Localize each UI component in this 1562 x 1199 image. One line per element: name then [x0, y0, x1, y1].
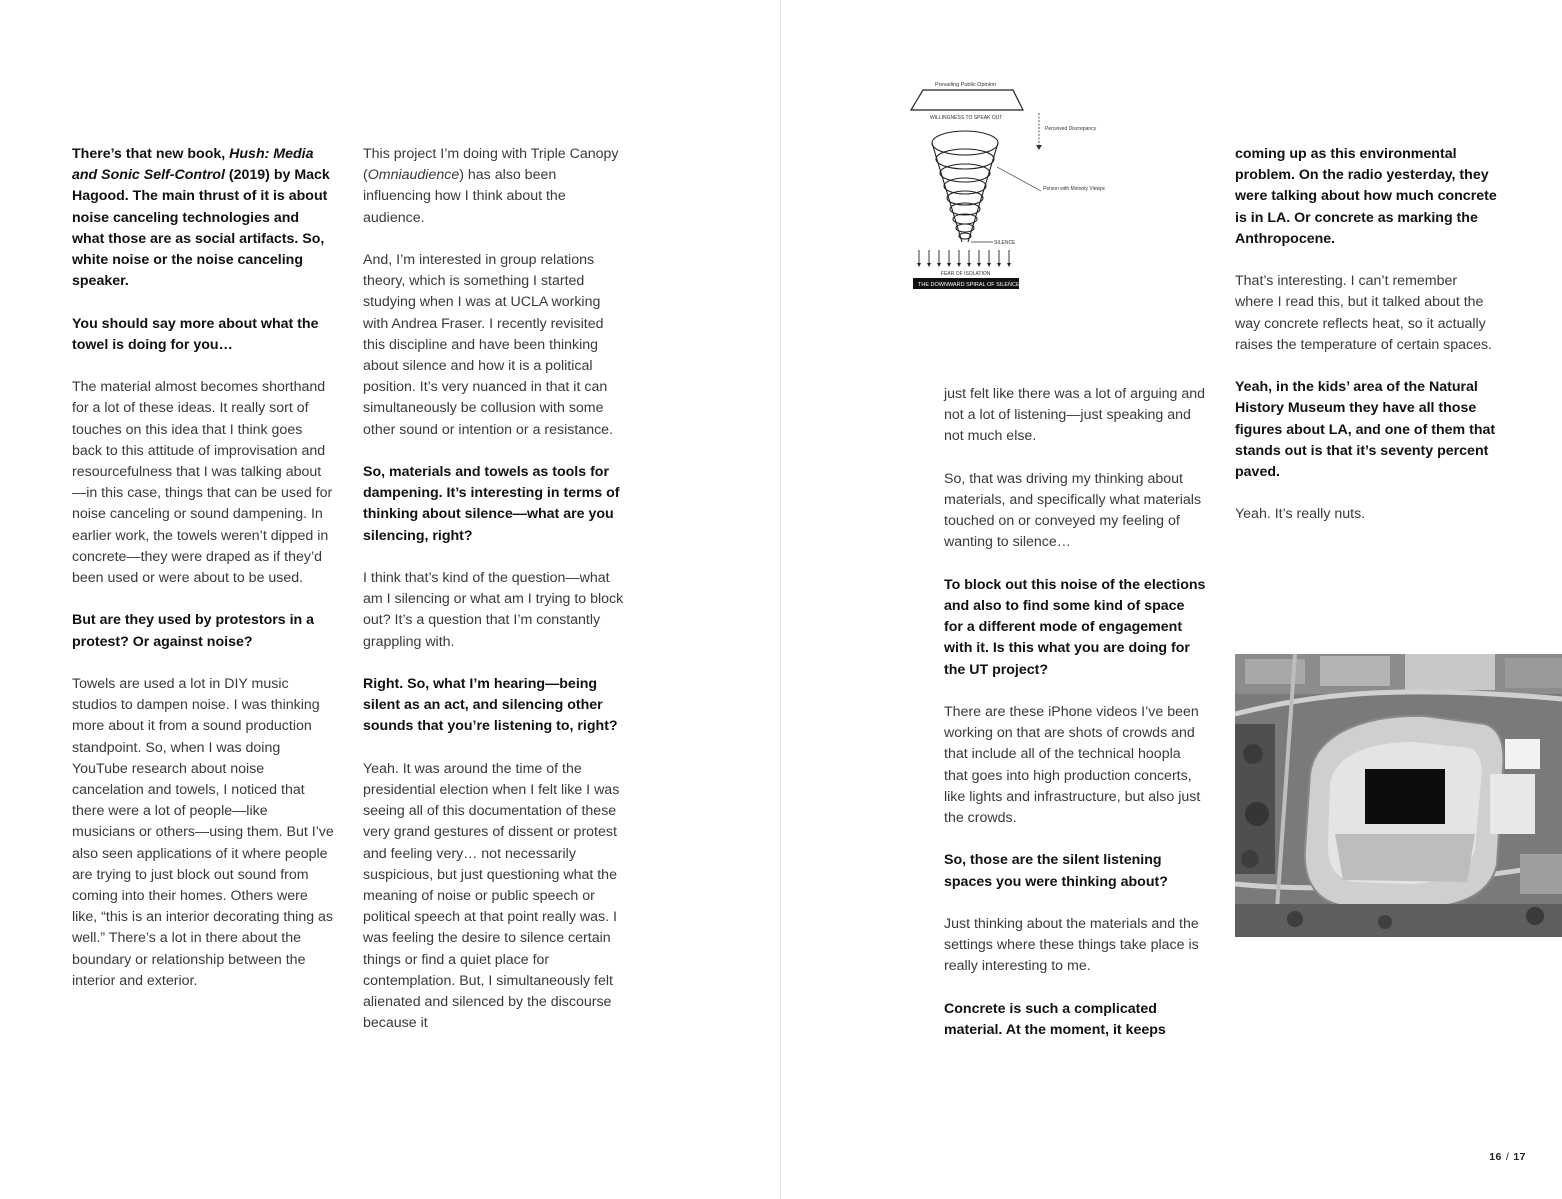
- answer-paragraph: Yeah. It’s really nuts.: [1235, 506, 1366, 523]
- text-run: (2019) by Mack Hagood. The main thrust of it is about noise canceling technologies and what those are as social artifacts. So, white noise or the noise canceling speaker.: [72, 167, 330, 290]
- text-column-3: [944, 384, 1206, 1062]
- answer-paragraph: So, that was driving my thinking about materials, and specifically what materials touched on or conveyed my feeling of wanting to silence…: [944, 470, 1202, 551]
- page-number-right: 17: [1513, 1151, 1526, 1163]
- aerial-stadium-photo: [1235, 654, 1562, 937]
- book-title: Hush: Media and Sonic Self-Control: [72, 146, 314, 184]
- diagram-label-perceived: Perceived Discrepancy: [1045, 126, 1097, 132]
- question-paragraph: So, materials and towels as tools for dampening. It’s interesting in terms of thinking about silence—what are you silencing, right?: [363, 464, 620, 544]
- text-run: There’s that new book,: [72, 146, 230, 162]
- diagram-label-silence: SILENCE: [994, 240, 1016, 246]
- question-paragraph: So, those are the silent listening spaces you were thinking about?: [944, 852, 1168, 890]
- text-column-4: [1235, 144, 1497, 547]
- answer-paragraph: And, I’m interested in group relations theory, which is something I started studying when I was at UCLA working with Andrea Fraser. I recently revisited this discipline and have been thinking about silence and how it is a political position. It’s very nuanced in that it can simultaneously be collusion with some other sound or intention or a resistance.: [363, 252, 614, 438]
- diagram-label-minority: Person with Minority Viewpoint: [1043, 186, 1105, 192]
- isolation-arrows: [919, 250, 1009, 264]
- spiral-of-silence-diagram: [905, 75, 1105, 295]
- page-numbers: [1489, 1151, 1526, 1163]
- question-paragraph: To block out this noise of the elections and also to find some kind of space for a different mode of engagement with it. Is this what you are doing for the UT project?: [944, 576, 1206, 678]
- arrow-head: [1036, 145, 1042, 150]
- text-run: ) has also been influencing how I think about the audience.: [363, 167, 566, 226]
- page-number-left: 16: [1489, 1151, 1502, 1163]
- question-paragraph: [72, 144, 334, 292]
- question-paragraph: You should say more about what the towel is doing for you…: [72, 315, 319, 353]
- answer-paragraph: Towels are used a lot in DIY music studios to dampen noise. I was thinking more about it from a sound production standpoint. So, when I was doing YouTube research about noise cancelation and towels, I noticed that there were a lot of people—like musicians or others—using them. But I’ve also seen applications of it where people are trying to just block out sound from coming into their homes. Others were like, “this is an interior decorating thing as well.” There’s a lot in there about the boundary or relationship between the interior and exterior.: [72, 676, 334, 989]
- diagram-label-fear: FEAR OF ISOLATION: [941, 271, 991, 277]
- text-run: This project I’m doing with Triple Canopy (: [363, 146, 619, 184]
- page-number-separator: /: [1505, 1151, 1510, 1163]
- diagram-label-top: Prevailing Public Opinion: [935, 82, 997, 88]
- opinion-trapezoid: [911, 90, 1023, 110]
- text-column-1: [72, 144, 334, 1013]
- answer-paragraph: That’s interesting. I can’t remember where I read this, but it talked about the way concrete reflects heat, so it actually raises the temperature of certain spaces.: [1235, 273, 1493, 353]
- aerial-photo-svg: [1235, 654, 1562, 937]
- page-gutter: [780, 0, 781, 1199]
- answer-paragraph: Yeah. It was around the time of the presidential election when I felt like I was seeing all of this documentation of these very grand gestures of dissent or protest and feeling very… not necessarily suspicious, but just questioning what the meaning of noise or public speech or political speech at that point really was. I was feeling the desire to silence certain things or find a quiet place for contemplation. But, I simultaneously felt alienated and silenced by the discourse because it: [363, 760, 620, 1032]
- question-paragraph: Yeah, in the kids’ area of the Natural History Museum they have all those figures about LA, and one of them that stands out is that it’s seventy percent paved.: [1235, 379, 1496, 481]
- question-paragraph: Right. So, what I’m hearing—being silent as an act, and silencing other sounds that you’re listening to, right?: [363, 676, 618, 735]
- answer-paragraph: Just thinking about the materials and the settings where these things take place is really interesting to me.: [944, 916, 1199, 975]
- answer-paragraph: just felt like there was a lot of arguing and not a lot of listening—just speaking and not much else.: [944, 386, 1206, 445]
- spiral-diagram-svg: [905, 75, 1105, 295]
- answer-paragraph: The material almost becomes shorthand for a lot of these ideas. It really sort of touches on this idea that I think goes back to this attitude of improvisation and resourcefulness that I was talking about—in this case, things that can be used for noise canceling or sound dampening. In earlier work, the towels weren’t dipped in concrete—they were draped as if they’d been used or were about to be used.: [72, 379, 333, 587]
- downward-spiral: [932, 131, 998, 242]
- answer-paragraph: [363, 144, 625, 229]
- question-paragraph: Concrete is such a complicated material. At the moment, it keeps: [944, 1000, 1166, 1038]
- answer-paragraph: I think that’s kind of the question—what am I silencing or what am I trying to block out? It’s a question that I’m constantly grappling with.: [363, 570, 624, 650]
- answer-paragraph: There are these iPhone videos I’ve been working on that are shots of crowds and that include all of the technical hoopla that goes into high production concerts, like lights and infrastructure, but also just the crowds.: [944, 704, 1201, 827]
- question-paragraph: coming up as this environmental problem. On the radio yesterday, they were talking about how much concrete is in LA. Or concrete as marking the Anthropocene.: [1235, 146, 1497, 247]
- isolation-arrowheads: [917, 263, 1011, 267]
- project-title: Omniaudience: [367, 167, 460, 184]
- diagram-caption: THE DOWNWARD SPIRAL OF SILENCE: [918, 282, 1020, 288]
- question-paragraph: But are they used by protestors in a protest? Or against noise?: [72, 612, 315, 650]
- text-column-2: [363, 144, 625, 1056]
- diagram-label-willingness: WILLINGNESS TO SPEAK OUT: [930, 115, 1003, 121]
- minority-pointer: [997, 167, 1041, 191]
